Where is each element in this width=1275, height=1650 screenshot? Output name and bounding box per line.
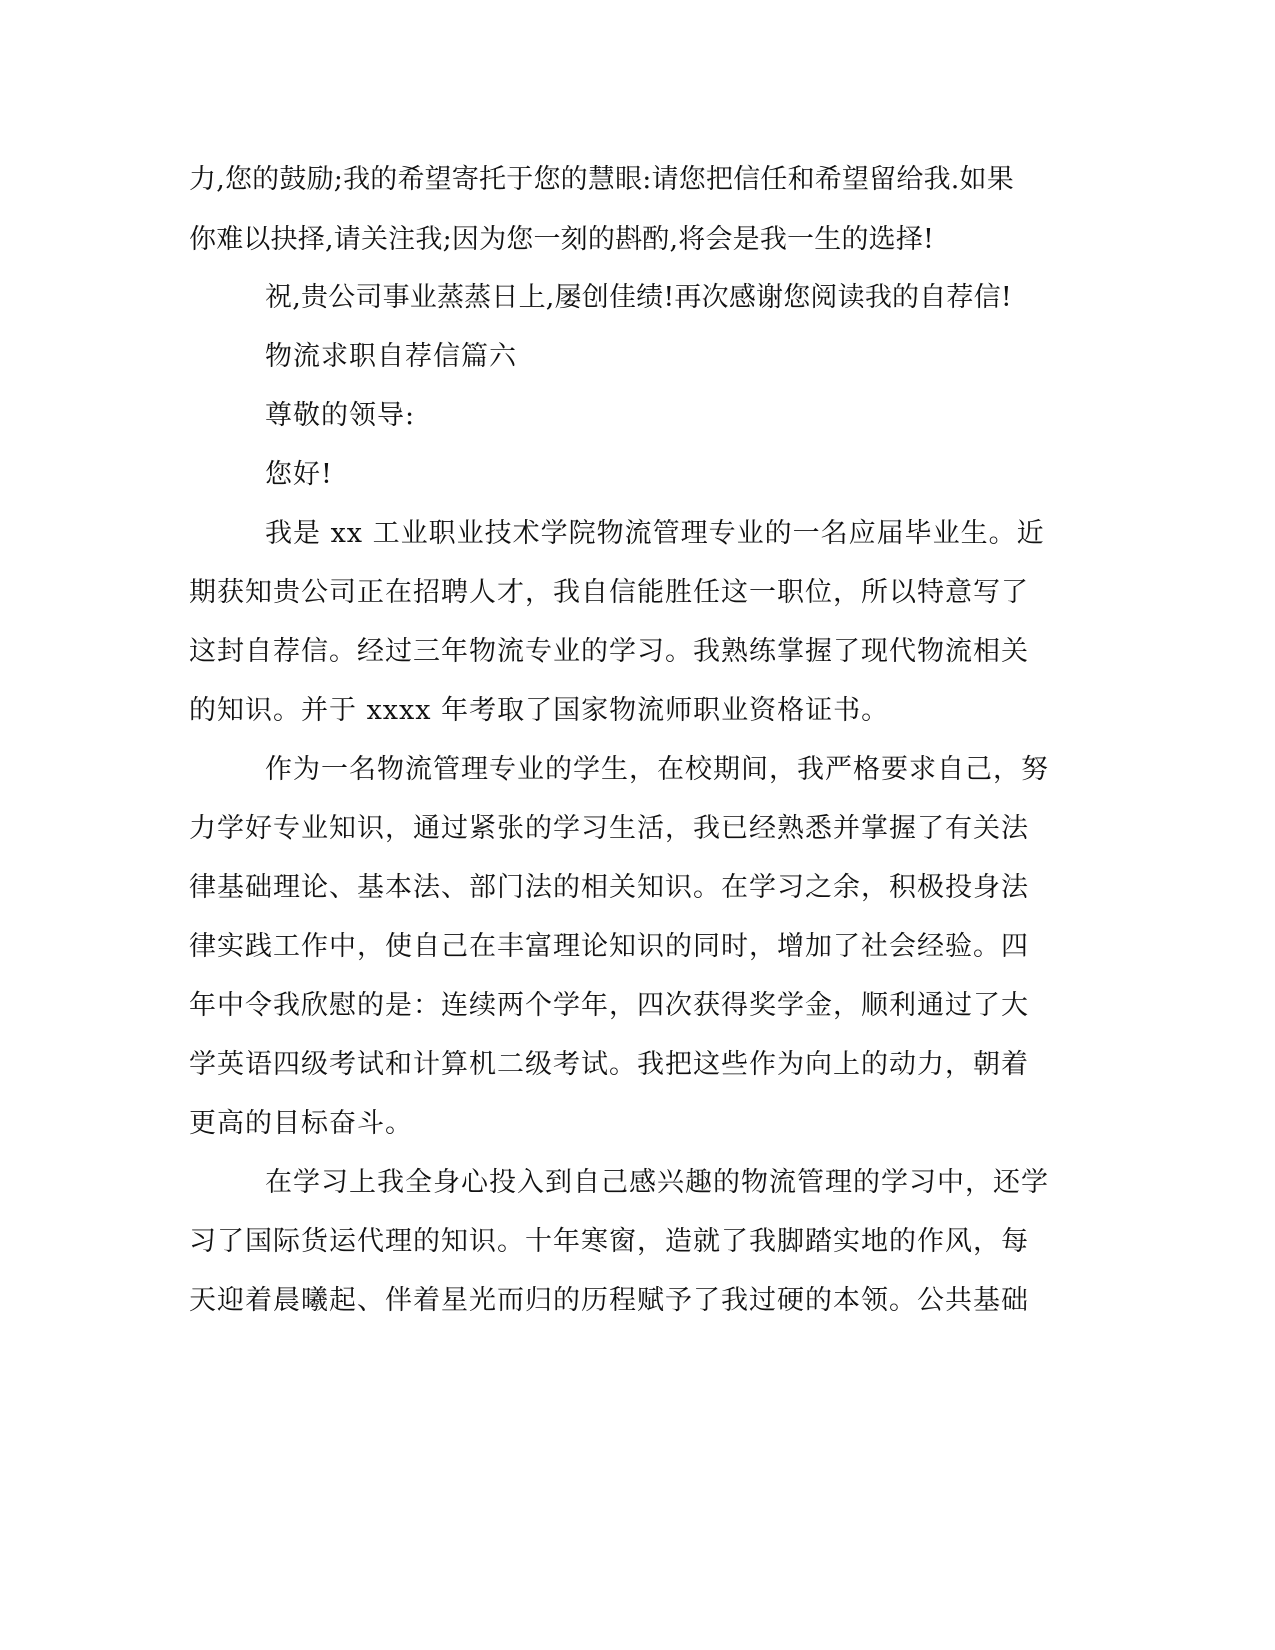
- text-line: 年中令我欣慰的是：连续两个学年，四次获得奖学金，顺利通过了大: [189, 990, 1029, 1021]
- text-line: 作为一名物流管理专业的学生，在校期间，我严格要求自己，努: [265, 754, 1049, 785]
- text-line: 你难以抉择,请关注我;因为您一刻的斟酌,将会是我一生的选择!: [189, 224, 935, 255]
- salutation: 尊敬的领导:: [265, 400, 416, 431]
- text-line: 更高的目标奋斗。: [189, 1108, 413, 1139]
- text-line: 学英语四级考试和计算机二级考试。我把这些作为向上的动力，朝着: [189, 1049, 1029, 1080]
- text-line: 律基础理论、基本法、部门法的相关知识。在学习之余，积极投身法: [189, 872, 1029, 903]
- text-line: 我是 xx 工业职业技术学院物流管理专业的一名应届毕业生。近: [265, 518, 1045, 549]
- text-line: 的知识。并于 xxxx 年考取了国家物流师职业资格证书。: [189, 695, 890, 726]
- text-line: 力学好专业知识，通过紧张的学习生活，我已经熟悉并掌握了有关法: [189, 813, 1029, 844]
- greeting: 您好!: [265, 459, 333, 490]
- text-line: 习了国际货运代理的知识。十年寒窗，造就了我脚踏实地的作风，每: [189, 1226, 1029, 1257]
- text-line: 律实践工作中，使自己在丰富理论知识的同时，增加了社会经验。四: [189, 931, 1029, 962]
- text-line: 力,您的鼓励;我的希望寄托于您的慧眼:请您把信任和希望留给我.如果: [189, 164, 1014, 195]
- text-line: 祝,贵公司事业蒸蒸日上,屡创佳绩!再次感谢您阅读我的自荐信!: [265, 282, 1012, 313]
- text-line: 期获知贵公司正在招聘人才，我自信能胜任这一职位，所以特意写了: [189, 577, 1029, 608]
- text-line: 这封自荐信。经过三年物流专业的学习。我熟练掌握了现代物流相关: [189, 636, 1029, 667]
- text-line: 在学习上我全身心投入到自己感兴趣的物流管理的学习中，还学: [265, 1167, 1049, 1198]
- text-line: 天迎着晨曦起、伴着星光而归的历程赋予了我过硬的本领。公共基础: [189, 1285, 1029, 1316]
- section-heading: 物流求职自荐信篇六: [265, 341, 517, 372]
